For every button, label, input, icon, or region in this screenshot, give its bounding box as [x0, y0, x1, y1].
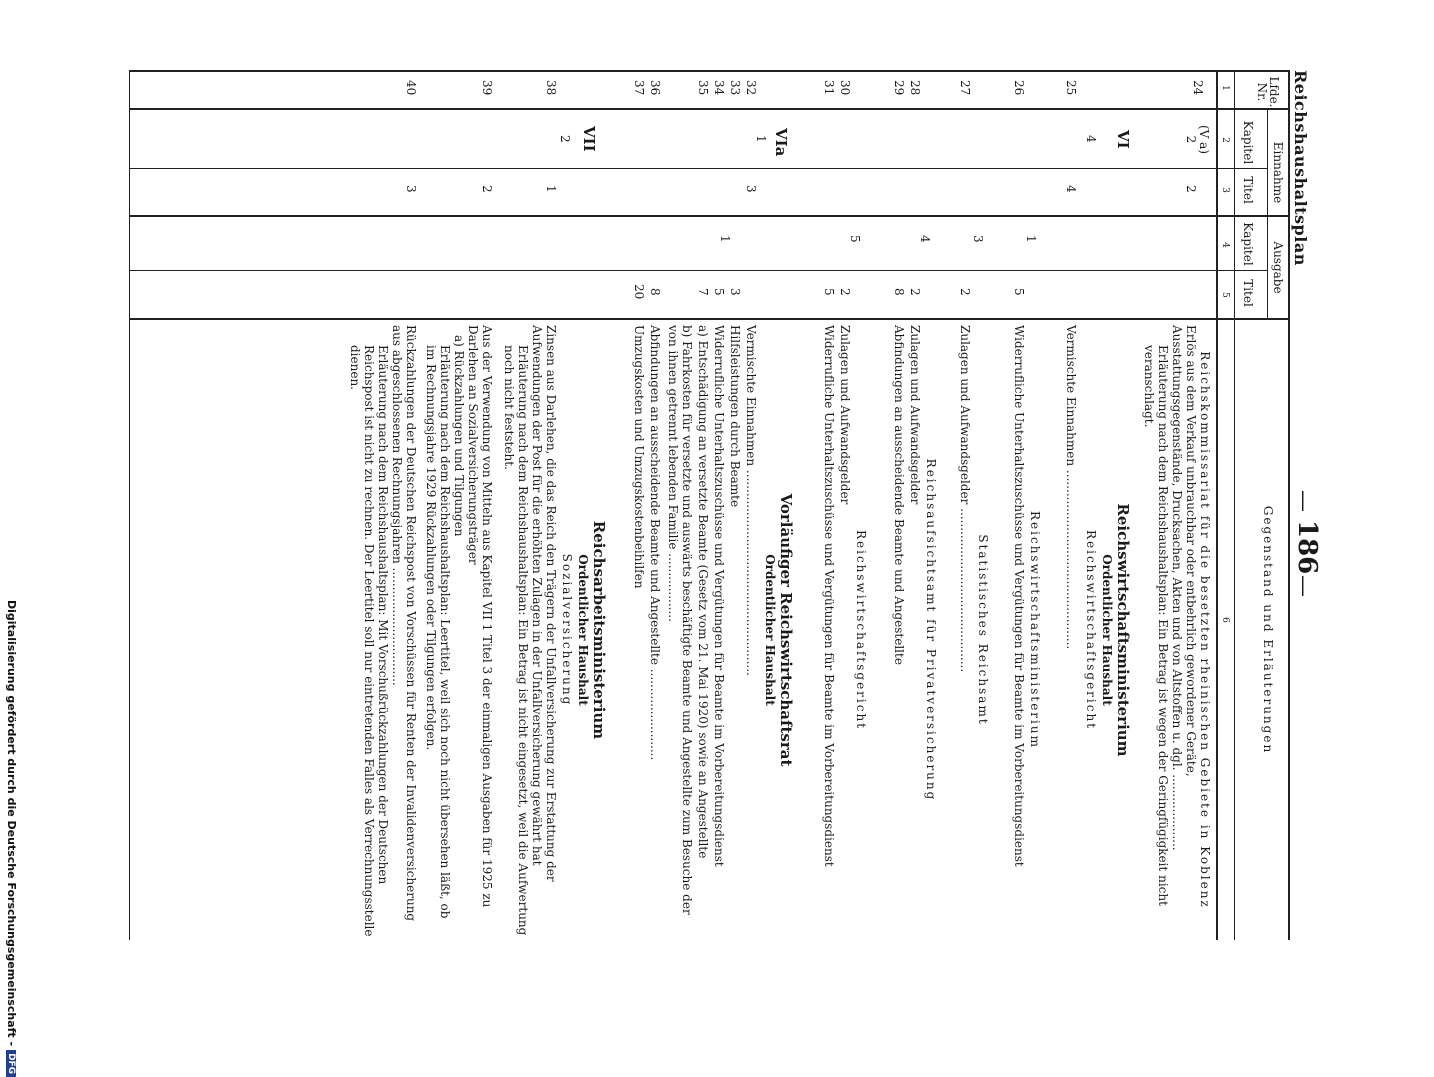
row-36-a-titel: 8: [648, 288, 662, 296]
section-roman-vii: VII: [580, 126, 598, 152]
subhead-vi-a: Reichswirtschaftsgericht: [1084, 529, 1098, 731]
rotated-document-page: [120, 70, 1322, 950]
col-number-6: 6: [1220, 617, 1230, 623]
row-28-a-titel: 2: [908, 288, 922, 296]
section-title-vii: Reichsarbeitsministerium: [590, 520, 608, 740]
row-27-a-kapitel: 3: [971, 235, 985, 243]
row-29-a-titel: 8: [892, 288, 906, 296]
row-40-text: Rückzahlungen der Deutschen Reichspost von Vorschüssen für Renten der Invalidenversicherung aus abgeschlossenen Rechnungsjahren ...............................: [390, 325, 418, 922]
row-24-text: Erlös aus dem Verkauf unbrauchbar oder entbehrlich gewordener Geräte, Ausstattungsgegenstände, Drucksachen, Akten und von Altstoffen u. dgl. ....................: [1170, 325, 1198, 851]
col-header-ausgabe: Ausgabe: [1271, 241, 1285, 294]
row-31-a-titel: 5: [822, 288, 836, 296]
col-header-e-kapitel: Kapitel: [1241, 120, 1255, 165]
row-24-nr: 24: [1191, 80, 1205, 96]
row-30-a-kapitel: 5: [848, 235, 862, 243]
row-34-a-titel: 5: [712, 288, 726, 296]
header-bottom-rule: [1216, 70, 1218, 940]
col-rule-1: [130, 108, 1290, 110]
row-35-text-a: a) Entschädigung an versetzte Beamte (Gesetz vom 21. Mai 1920) sowie an Angestellte: [696, 325, 710, 859]
col-rule-3: [130, 215, 1290, 217]
row-28-nr: 28: [908, 80, 922, 96]
row-32-text: Vermischte Einnahmen ......................................................: [744, 325, 758, 676]
section-title-vi: Reichswirtschaftsministerium: [1114, 503, 1132, 757]
row-25-e-kapitel: 4: [1084, 135, 1098, 143]
row-29-text: Abfindungen an ausscheidende Beamte und Angestellte: [892, 325, 906, 665]
dash-left: —: [1291, 490, 1316, 512]
col-rule-2: [130, 168, 1268, 169]
row-28-text: Zulagen und Aufwandsgelder: [908, 325, 922, 505]
header-number-rule: [1234, 70, 1235, 940]
row-31-nr: 31: [822, 80, 836, 96]
row-34-nr: 34: [712, 80, 726, 96]
row-33-a-kapitel: 1: [718, 235, 732, 243]
row-32-e-titel: 3: [744, 185, 758, 193]
row-38-nr: 38: [544, 80, 558, 96]
col-header-a-titel: Titel: [1241, 279, 1255, 307]
col-number-4: 4: [1220, 242, 1230, 248]
row-33-a-titel: 3: [728, 288, 742, 296]
row-37-a-titel: 20: [632, 284, 646, 300]
col-number-5: 5: [1220, 292, 1230, 298]
row-40-e-titel: 3: [404, 185, 418, 193]
row-39-note: Erläuterung nach dem Reichshaushaltsplan: Leertitel, weil sich noch nicht übersehen läßt, ob im Rechnungsjahre 1929 Rückzahlungen oder Tilgungen erfolgen.: [424, 345, 452, 919]
digitization-note: [5, 600, 18, 1077]
row-29-nr: 29: [892, 80, 906, 96]
row-26-text: Widerrufliche Unterhaltszuschüsse und Vergütungen für Beamte im Vorbereitungsdienst: [1012, 325, 1026, 867]
row-32-e-kapitel: 1: [754, 135, 768, 143]
subhead-vii-a: Sozialversicherung: [560, 553, 574, 707]
col-rule-5: [130, 318, 1290, 320]
row-38-e-kapitel: 2: [558, 135, 572, 143]
row-33-text: Hilfsleistungen durch Beamte: [728, 325, 742, 508]
row-39-nr: 39: [480, 80, 494, 96]
col-number-3: 3: [1220, 187, 1230, 193]
row-27-a-titel: 2: [958, 288, 972, 296]
col-number-1: 1: [1220, 85, 1230, 91]
row-24-note: Erläuterung nach dem Reichshaushaltsplan: Ein Betrag ist wegen der Geringfügigkeit nicht veranschlagt.: [1142, 345, 1170, 906]
section-roman-via: VIa: [772, 128, 790, 157]
subhead-vi-d: Reichsaufsichtsamt für Privatversicherung: [924, 458, 938, 802]
row-27-text: Zulagen und Aufwandsgelder ...........................................: [958, 325, 972, 673]
row-39-text: Aus der Verwendung von Mitteln aus Kapitel VII 1 Titel 3 der einmaligen Ausgaben für 1925 zu Darlehen an Sozialversicherungsträger: [466, 325, 494, 908]
row-27-nr: 27: [958, 80, 972, 96]
subhead-vi-c: Statistisches Reichsamt: [976, 534, 990, 726]
section-roman-vi: VI: [1114, 130, 1132, 149]
row-38-e-titel: 1: [544, 185, 558, 193]
header-split-rule: [1267, 108, 1268, 318]
row-26-nr: 26: [1012, 80, 1026, 96]
row-35-nr: 35: [696, 80, 710, 96]
col-header-a-kapitel: Kapitel: [1241, 222, 1255, 266]
row-31-text: Widerrufliche Unterhaltszuschüsse und Vergütungen für Beamte im Vorbereitungsdienst: [822, 325, 836, 867]
table-left-rule: [130, 70, 1290, 72]
running-title: Reichshaushaltsplan: [1291, 70, 1310, 266]
section-subtitle-vii: Ordentlicher Haushalt: [576, 554, 590, 706]
row-24-heading: Reichskommissariat für die besetzten rheinischen Gebiete in Koblenz: [1198, 351, 1212, 909]
col-header-e-titel: Titel: [1241, 176, 1255, 204]
table-top-rule: [1288, 70, 1290, 940]
subhead-vi-b: Reichswirtschaftsministerium: [1028, 511, 1042, 749]
row-39-text-a: a) Rückzahlungen und Tilgungen: [452, 335, 466, 537]
col-header-lfde-nr: Lfde. Nr.: [1255, 76, 1281, 108]
row-28-a-kapitel: 4: [918, 235, 932, 243]
row-36-text: Abfindungen an ausscheidende Beamte und Angestellte ........................: [648, 325, 662, 761]
dfg-logo: DFG: [6, 1050, 16, 1077]
digitization-note-text: Digitalisierung gefördert durch die Deutsche Forschungsgemeinschaft -: [5, 600, 18, 1047]
row-32-nr: 32: [744, 80, 758, 96]
dash-right: —: [1291, 575, 1316, 597]
row-30-text: Zulagen und Aufwandsgelder: [838, 325, 852, 505]
row-38-note: Erläuterung nach dem Reichshaushaltsplan: Ein Betrag ist nicht eingesetzt, weil die Aufwertung noch nicht feststeht.: [502, 345, 530, 936]
section-subtitle-vi: Ordentlicher Haushalt: [1100, 554, 1114, 706]
row-33-nr: 33: [728, 80, 742, 96]
row-37-nr: 37: [632, 80, 646, 96]
col-header-einnahme: Einnahme: [1271, 141, 1285, 204]
row-30-nr: 30: [838, 80, 852, 96]
col-number-2: 2: [1220, 137, 1230, 143]
row-25-text: Vermischte Einnahmen ...............................................: [1064, 325, 1078, 650]
table-bottom-rule: [129, 70, 130, 940]
row-34-text: Widerrufliche Unterhaltszuschüsse und Vergütungen für Beamte im Vorbereitungsdienst: [712, 325, 726, 867]
row-25-e-titel: 4: [1064, 185, 1078, 193]
row-36-nr: 36: [648, 80, 662, 96]
row-24-e-kapitel: (V a) 2: [1184, 125, 1211, 154]
row-24-e-titel: 2: [1184, 185, 1198, 193]
subhead-vi-e: Reichswirtschaftsgericht: [854, 529, 868, 731]
section-subtitle-via: Ordentlicher Haushalt: [763, 554, 777, 706]
row-40-nr: 40: [404, 80, 418, 96]
section-title-via: Vorläufiger Reichswirtschaftsrat: [777, 493, 795, 767]
row-35-a-titel: 7: [696, 288, 710, 296]
row-40-note: Erläuterung nach dem Reichshaushaltsplan: Mit Vorschußrückzahlungen der Deutschen Reichspost ist nicht zu rechnen. Der Leertitel soll nur eintretenden Falles als Verrechnungsstelle dienen.: [348, 345, 390, 937]
row-39-e-titel: 2: [480, 185, 494, 193]
row-25-nr: 25: [1064, 80, 1078, 96]
col-rule-4: [130, 270, 1268, 271]
row-30-a-titel: 2: [838, 288, 852, 296]
row-38-text: Zinsen aus Darlehen, die das Reich den Trägern der Unfallversicherung zur Erstattung der Aufwendungen der Post für die erhöhten Zulagen in der Unfallversicherung gewährt hat: [530, 325, 558, 882]
col-header-gegenstand: Gegenstand und Erläuterungen: [1261, 505, 1275, 755]
row-35-text-b: b) Fahrkosten für versetzte und auswärts beschäftigte Beamte und Angestellte zum Besuche der von ihnen getrennt lebenden Familie ..................: [666, 325, 694, 915]
page-number: 186: [1292, 520, 1322, 575]
row-37-text: Umzugskosten und Umzugskostenbeihilfen: [632, 325, 646, 589]
row-26-a-titel: 5: [1012, 288, 1026, 296]
row-26-a-kapitel: 1: [1024, 235, 1038, 243]
